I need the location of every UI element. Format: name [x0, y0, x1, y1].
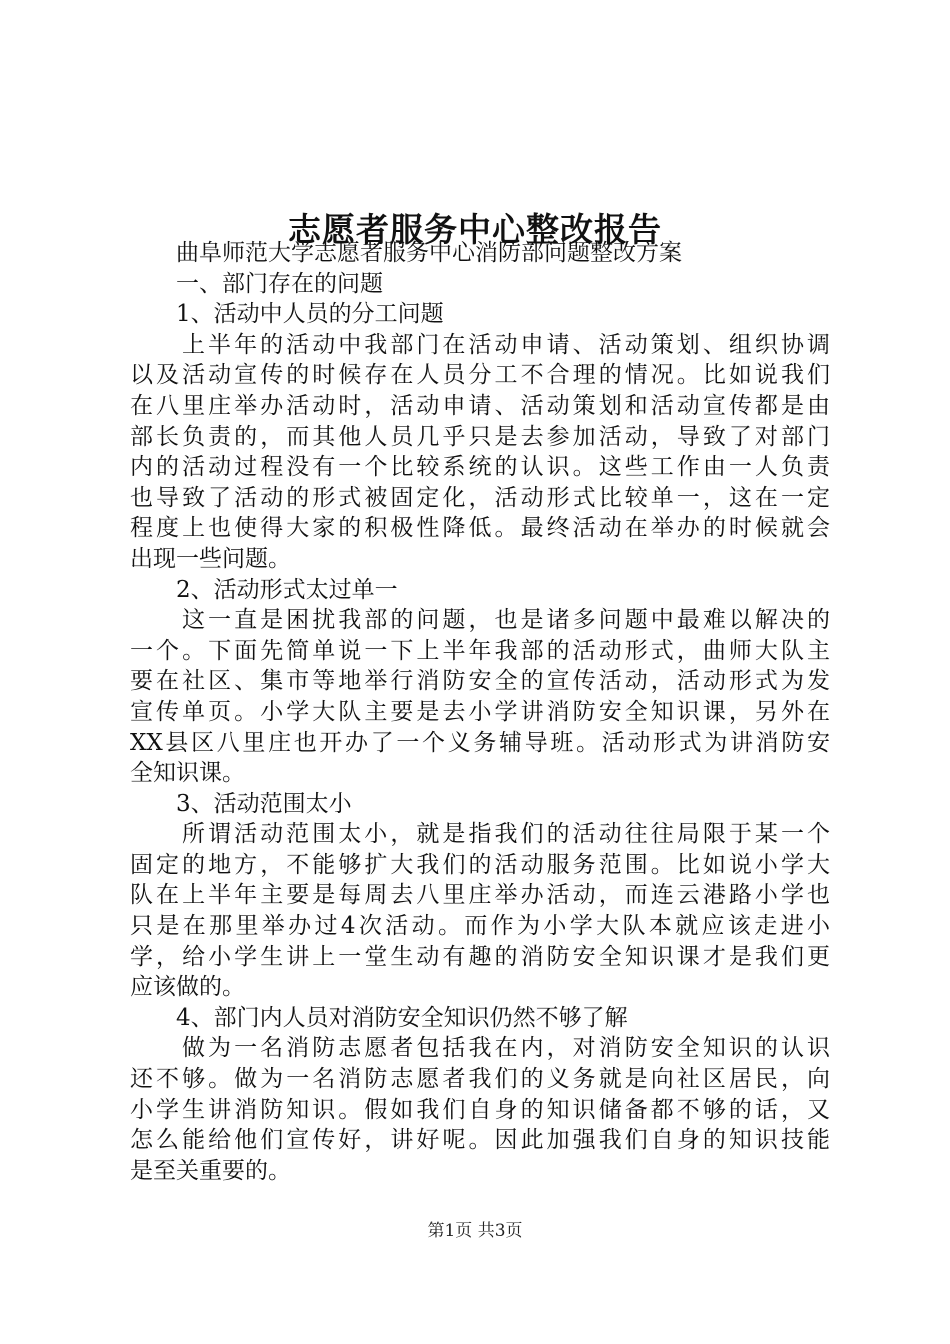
- body-line: 一个。下面先简单说一下上半年我部的活动形式，曲师大队主: [130, 637, 830, 664]
- body-line: 要在社区、集市等地举行消防安全的宣传活动，活动形式为发: [130, 668, 830, 695]
- body-line: 2、活动形式太过单一: [176, 576, 398, 603]
- body-line: 这一直是困扰我部的问题，也是诸多问题中最难以解决的: [182, 607, 830, 634]
- body-line: 曲阜师范大学志愿者服务中心消防部问题整改方案: [176, 240, 682, 266]
- body-line: 程度上也使得大家的积极性降低。最终活动在举办的时候就会: [130, 515, 830, 542]
- body-line: 上半年的活动中我部门在活动申请、活动策划、组织协调: [182, 331, 830, 358]
- document-title: 志愿者服务中心整改报告: [288, 210, 662, 250]
- body-line: 部长负责的，而其他人员几乎只是去参加活动，导致了对部门: [130, 423, 830, 450]
- body-line: 内的活动过程没有一个比较系统的认识。这些工作由一人负责: [130, 454, 830, 481]
- body-line: 学，给小学生讲上一堂生动有趣的消防安全知识课才是我们更: [130, 943, 830, 970]
- body-line: 全知识课。: [130, 760, 245, 787]
- body-line: 所谓活动范围太小，就是指我们的活动往往局限于某一个: [182, 821, 830, 848]
- body-line: 是至关重要的。: [130, 1157, 291, 1184]
- page-footer: 第1页 共3页: [427, 1221, 523, 1241]
- body-line: 做为一名消防志愿者包括我在内，对消防安全知识的认识: [182, 1035, 830, 1062]
- body-line: XX县区八里庄也开办了一个义务辅导班。活动形式为讲消防安: [130, 729, 830, 756]
- body-line: 还不够。做为一名消防志愿者我们的义务就是向社区居民，向: [130, 1066, 830, 1093]
- body-line: 在八里庄举办活动时，活动申请、活动策划和活动宣传都是由: [130, 392, 830, 419]
- body-line: 也导致了活动的形式被固定化，活动形式比较单一，这在一定: [130, 484, 830, 511]
- body-line: 宣传单页。小学大队主要是去小学讲消防安全知识课，另外在: [130, 698, 830, 725]
- body-line: 一、部门存在的问题: [176, 270, 383, 297]
- body-line: 出现一些问题。: [130, 545, 291, 572]
- body-line: 怎么能给他们宣传好，讲好呢。因此加强我们自身的知识技能: [130, 1127, 830, 1154]
- body-line: 应该做的。: [130, 974, 245, 1001]
- body-line: 小学生讲消防知识。假如我们自身的知识储备都不够的话，又: [130, 1096, 830, 1123]
- body-line: 固定的地方，不能够扩大我们的活动服务范围。比如说小学大: [130, 851, 830, 878]
- body-line: 3、活动范围太小: [176, 790, 352, 817]
- body-line: 以及活动宣传的时候存在人员分工不合理的情况。比如说我们: [130, 362, 830, 389]
- document-body: [130, 238, 830, 1186]
- body-line: 4、部门内人员对消防安全知识仍然不够了解: [176, 1004, 628, 1031]
- body-line: 只是在那里举办过4次活动。而作为小学大队本就应该走进小: [130, 913, 830, 940]
- body-line: 队在上半年主要是每周去八里庄举办活动，而连云港路小学也: [130, 882, 830, 909]
- body-line: 1、活动中人员的分工问题: [176, 301, 444, 328]
